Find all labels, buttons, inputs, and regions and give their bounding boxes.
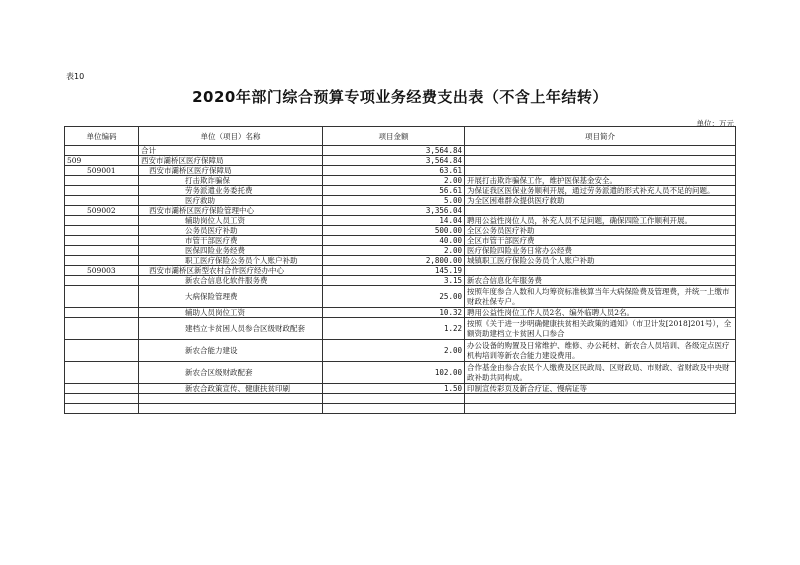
row-name: 打击欺诈骗保 — [139, 176, 323, 186]
row-code — [65, 276, 139, 286]
row-code — [65, 196, 139, 206]
table-row — [65, 384, 736, 394]
row-name: 公务员医疗补助 — [139, 226, 323, 236]
row-name: 辅助人员岗位工资 — [139, 308, 323, 318]
row-name: 医疗救助 — [139, 196, 323, 206]
row-desc: 全区市管干部医疗费 — [465, 236, 736, 246]
row-name — [139, 404, 323, 414]
row-amount: 102.00 — [323, 362, 465, 384]
table-row — [65, 196, 736, 206]
row-desc: 新农合信息化年服务费 — [465, 276, 736, 286]
row-code — [65, 146, 139, 156]
row-name: 劳务派遣业务委托费 — [139, 186, 323, 196]
row-code — [65, 394, 139, 404]
row-desc — [465, 394, 736, 404]
table-row — [65, 318, 736, 340]
row-name: 新农合信息化软件服务费 — [139, 276, 323, 286]
row-desc: 办公设备的购置及日常维护、维修、办公耗材、新农合人员培训、各级定点医疗机构培训等新农合能力建设费用。 — [465, 340, 736, 362]
row-desc: 医疗保险四险业务日常办公经费 — [465, 246, 736, 256]
header-code: 单位编码 — [65, 127, 139, 146]
row-amount: 63.61 — [323, 166, 465, 176]
row-name: 新农合政策宣传、健康扶贫印刷 — [139, 384, 323, 394]
row-code — [65, 186, 139, 196]
row-amount — [323, 404, 465, 414]
table-row — [65, 308, 736, 318]
table-row — [65, 146, 736, 156]
table-row — [65, 362, 736, 384]
table-row — [65, 256, 736, 266]
row-desc — [465, 166, 736, 176]
header-amount: 项目金额 — [323, 127, 465, 146]
row-desc: 聘用公益性岗位工作人员2名、编外临聘人员2名。 — [465, 308, 736, 318]
budget-table — [64, 126, 736, 414]
row-amount: 2,800.00 — [323, 256, 465, 266]
row-name: 建档立卡贫困人员参合区级财政配套 — [139, 318, 323, 340]
table-row — [65, 176, 736, 186]
row-amount — [323, 394, 465, 404]
row-code — [65, 384, 139, 394]
row-desc: 城镇职工医疗保险公务员个人账户补助 — [465, 256, 736, 266]
table-row — [65, 246, 736, 256]
header-desc: 项目简介 — [465, 127, 736, 146]
table-row — [65, 186, 736, 196]
row-code: 509002 — [65, 206, 139, 216]
row-code — [65, 236, 139, 246]
row-code — [65, 340, 139, 362]
row-amount: 2.00 — [323, 340, 465, 362]
row-desc: 合作基金由参合农民个人缴费及区民政局、区财政局、市财政、省财政及中央财政补助共同构成。 — [465, 362, 736, 384]
row-amount: 3.15 — [323, 276, 465, 286]
row-amount: 500.00 — [323, 226, 465, 236]
row-desc: 全区公务员医疗补助 — [465, 226, 736, 236]
row-code — [65, 176, 139, 186]
row-code: 509001 — [65, 166, 139, 176]
table-row — [65, 156, 736, 166]
row-name: 辅助岗位人员工资 — [139, 216, 323, 226]
row-amount: 3,564.84 — [323, 146, 465, 156]
table-row — [65, 216, 736, 226]
row-desc: 为全区困难群众提供医疗救助 — [465, 196, 736, 206]
row-amount: 40.00 — [323, 236, 465, 246]
row-desc: 开展打击欺诈骗保工作，维护医保基金安全。 — [465, 176, 736, 186]
row-amount: 145.19 — [323, 266, 465, 276]
row-amount: 2.00 — [323, 176, 465, 186]
row-desc — [465, 206, 736, 216]
row-amount: 3,356.04 — [323, 206, 465, 216]
row-code — [65, 226, 139, 236]
row-desc: 按照《关于进一步明确健康扶贫相关政策的通知》（市卫计发[2018]201号），全额资助建档立卡贫困人口参合 — [465, 318, 736, 340]
row-name: 新农合区级财政配套 — [139, 362, 323, 384]
row-code — [65, 246, 139, 256]
row-name: 大病保险管理费 — [139, 286, 323, 308]
row-name: 合计 — [139, 146, 323, 156]
row-name: 职工医疗保险公务员个人账户补助 — [139, 256, 323, 266]
row-code — [65, 404, 139, 414]
row-code: 509 — [65, 156, 139, 166]
table-row — [65, 166, 736, 176]
row-name — [139, 394, 323, 404]
row-code — [65, 308, 139, 318]
table-row — [65, 236, 736, 246]
row-amount: 3,564.84 — [323, 156, 465, 166]
table-header-row — [65, 127, 736, 146]
row-desc: 聘用公益性岗位人员，补充人员不足问题，确保四险工作顺利开展。 — [465, 216, 736, 226]
table-row — [65, 404, 736, 414]
row-name: 医保四险业务经费 — [139, 246, 323, 256]
row-name: 新农合能力建设 — [139, 340, 323, 362]
row-desc — [465, 404, 736, 414]
row-amount: 25.00 — [323, 286, 465, 308]
row-code — [65, 362, 139, 384]
row-amount: 14.04 — [323, 216, 465, 226]
row-amount: 10.32 — [323, 308, 465, 318]
row-desc: 按照年度参合人数和人均筹资标准核算当年大病保险费及管理费，并统一上缴市财政社保专户。 — [465, 286, 736, 308]
row-name: 西安市灞桥区医疗保障局 — [139, 166, 323, 176]
header-name: 单位（项目）名称 — [139, 127, 323, 146]
row-desc — [465, 146, 736, 156]
table-row — [65, 276, 736, 286]
row-code — [65, 318, 139, 340]
row-code — [65, 286, 139, 308]
table-row — [65, 286, 736, 308]
row-amount: 5.00 — [323, 196, 465, 206]
row-desc: 为保证我区医保业务顺利开展，通过劳务派遣的形式补充人员不足的问题。 — [465, 186, 736, 196]
unit-label: 单位：万元 — [696, 119, 734, 128]
row-code — [65, 256, 139, 266]
table-row — [65, 206, 736, 216]
table-row — [65, 226, 736, 236]
table-row — [65, 266, 736, 276]
table-row — [65, 394, 736, 404]
table-row — [65, 340, 736, 362]
row-name: 市管干部医疗费 — [139, 236, 323, 246]
row-amount: 1.50 — [323, 384, 465, 394]
table-number-label: 表10 — [66, 72, 85, 81]
row-desc — [465, 156, 736, 166]
row-desc: 印制宣传彩页及新合疗证、慢病证等 — [465, 384, 736, 394]
row-amount: 2.00 — [323, 246, 465, 256]
row-code — [65, 216, 139, 226]
page-title: 2020年部门综合预算专项业务经费支出表（不含上年结转） — [192, 88, 608, 106]
row-name: 西安市灞桥区医疗保障局 — [139, 156, 323, 166]
row-desc — [465, 266, 736, 276]
table-body — [65, 146, 736, 414]
row-amount: 56.61 — [323, 186, 465, 196]
row-name: 西安市灞桥区新型农村合作医疗经办中心 — [139, 266, 323, 276]
row-name: 西安市灞桥区医疗保险管理中心 — [139, 206, 323, 216]
row-code: 509003 — [65, 266, 139, 276]
row-amount: 1.22 — [323, 318, 465, 340]
